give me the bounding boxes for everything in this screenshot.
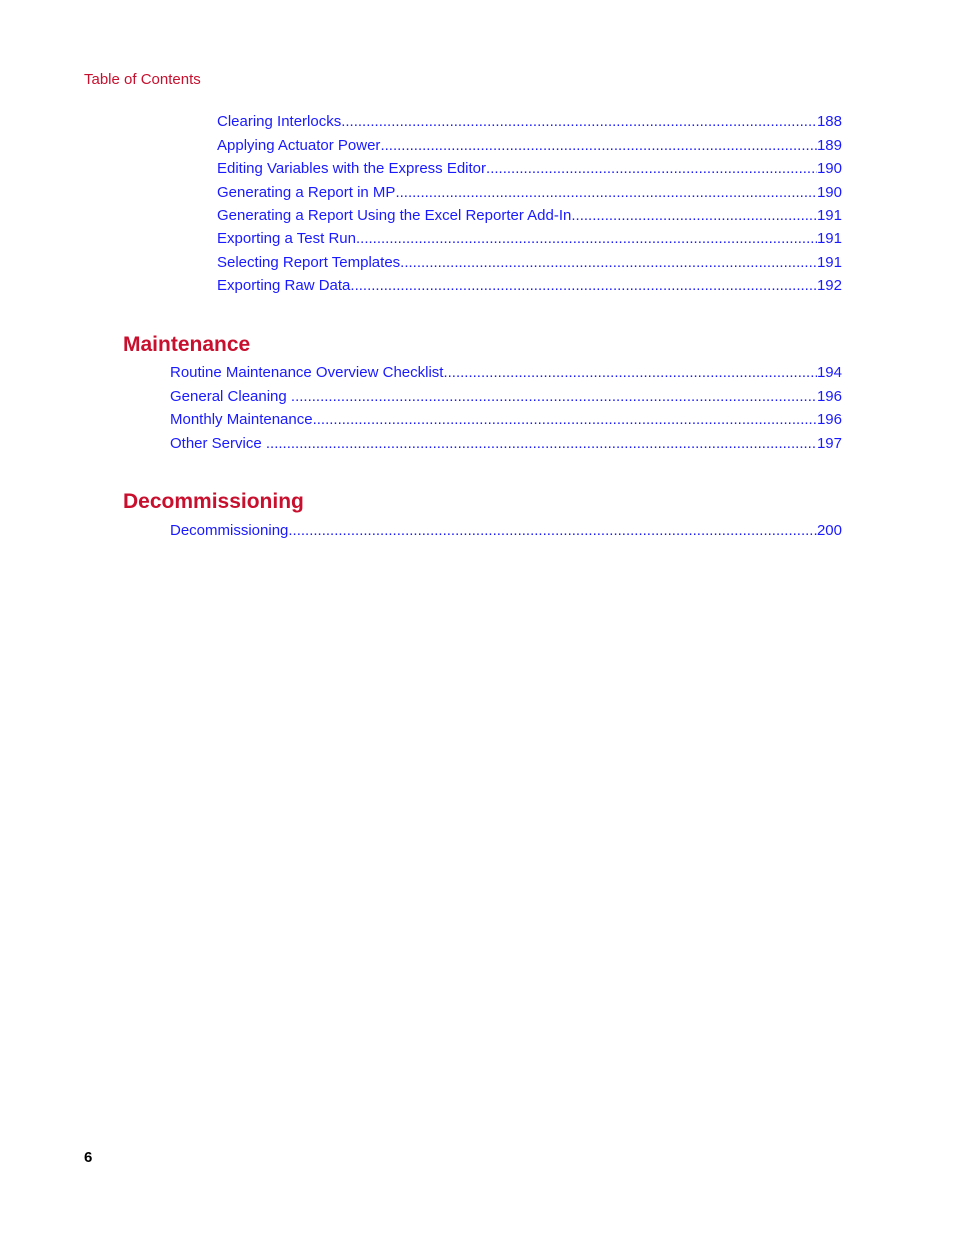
toc-entry-page: 197 <box>816 435 842 452</box>
toc-entry-label: Clearing Interlocks <box>217 113 342 130</box>
toc-leader-dots <box>288 521 817 541</box>
toc-entry-other-service[interactable] <box>170 434 842 454</box>
toc-entry-label: General Cleaning <box>170 388 291 405</box>
toc-entry-generating-report-excel[interactable] <box>217 206 842 226</box>
page-number: 6 <box>84 1149 93 1166</box>
section-heading-decommissioning[interactable]: Decommissioning <box>123 490 304 513</box>
toc-entry-label: Exporting a Test Run <box>217 230 356 247</box>
toc-entry-clearing-interlocks[interactable] <box>217 112 842 132</box>
toc-entry-page: 194 <box>816 364 842 381</box>
toc-entry-exporting-test-run[interactable] <box>217 229 842 249</box>
toc-entry-label: Applying Actuator Power <box>217 137 381 154</box>
toc-entry-label: Routine Maintenance Overview Checklist <box>170 364 444 381</box>
toc-entry-page: 190 <box>816 184 842 201</box>
toc-leader-dots <box>313 410 817 430</box>
toc-entry-decommissioning[interactable] <box>170 521 842 541</box>
toc-entry-page: 200 <box>816 522 842 539</box>
toc-leader-dots <box>400 253 817 273</box>
toc-entry-label: Other Service <box>170 435 266 452</box>
toc-entry-general-cleaning[interactable] <box>170 387 842 407</box>
toc-entry-routine-maintenance[interactable] <box>170 363 842 383</box>
toc-leader-dots <box>350 276 817 296</box>
toc-leader-dots <box>341 112 817 132</box>
toc-leader-dots <box>571 206 817 226</box>
toc-leader-dots <box>395 183 817 203</box>
toc-entry-page: 191 <box>816 254 842 271</box>
toc-leader-dots <box>266 434 817 454</box>
toc-entry-label: Exporting Raw Data <box>217 277 351 294</box>
toc-entry-page: 192 <box>816 277 842 294</box>
toc-entry-label: Monthly Maintenance <box>170 411 313 428</box>
toc-entry-selecting-report-templates[interactable] <box>217 253 842 273</box>
toc-entry-page: 190 <box>816 160 842 177</box>
toc-entry-page: 188 <box>816 113 842 130</box>
toc-entry-label: Editing Variables with the Express Editor <box>217 160 487 177</box>
toc-entry-label: Decommissioning <box>170 522 289 539</box>
toc-entry-editing-variables[interactable] <box>217 159 842 179</box>
toc-entry-label: Generating a Report Using the Excel Reporter Add-In <box>217 207 572 224</box>
toc-entry-exporting-raw-data[interactable] <box>217 276 842 296</box>
toc-entry-page: 196 <box>816 411 842 428</box>
toc-entry-page: 196 <box>816 388 842 405</box>
toc-leader-dots <box>356 229 817 249</box>
toc-entry-page: 191 <box>816 207 842 224</box>
running-header-title: Table of Contents <box>84 71 201 88</box>
toc-entry-page: 189 <box>816 137 842 154</box>
toc-leader-dots <box>380 136 817 156</box>
toc-entry-generating-report-mp[interactable] <box>217 183 842 203</box>
toc-leader-dots <box>443 363 817 383</box>
toc-entry-page: 191 <box>816 230 842 247</box>
toc-leader-dots <box>291 387 817 407</box>
toc-entry-label: Generating a Report in MP <box>217 184 396 201</box>
toc-entry-monthly-maintenance[interactable] <box>170 410 842 430</box>
toc-entry-applying-actuator-power[interactable] <box>217 136 842 156</box>
section-heading-maintenance[interactable]: Maintenance <box>123 333 251 356</box>
toc-leader-dots <box>486 159 817 179</box>
toc-entry-label: Selecting Report Templates <box>217 254 401 271</box>
